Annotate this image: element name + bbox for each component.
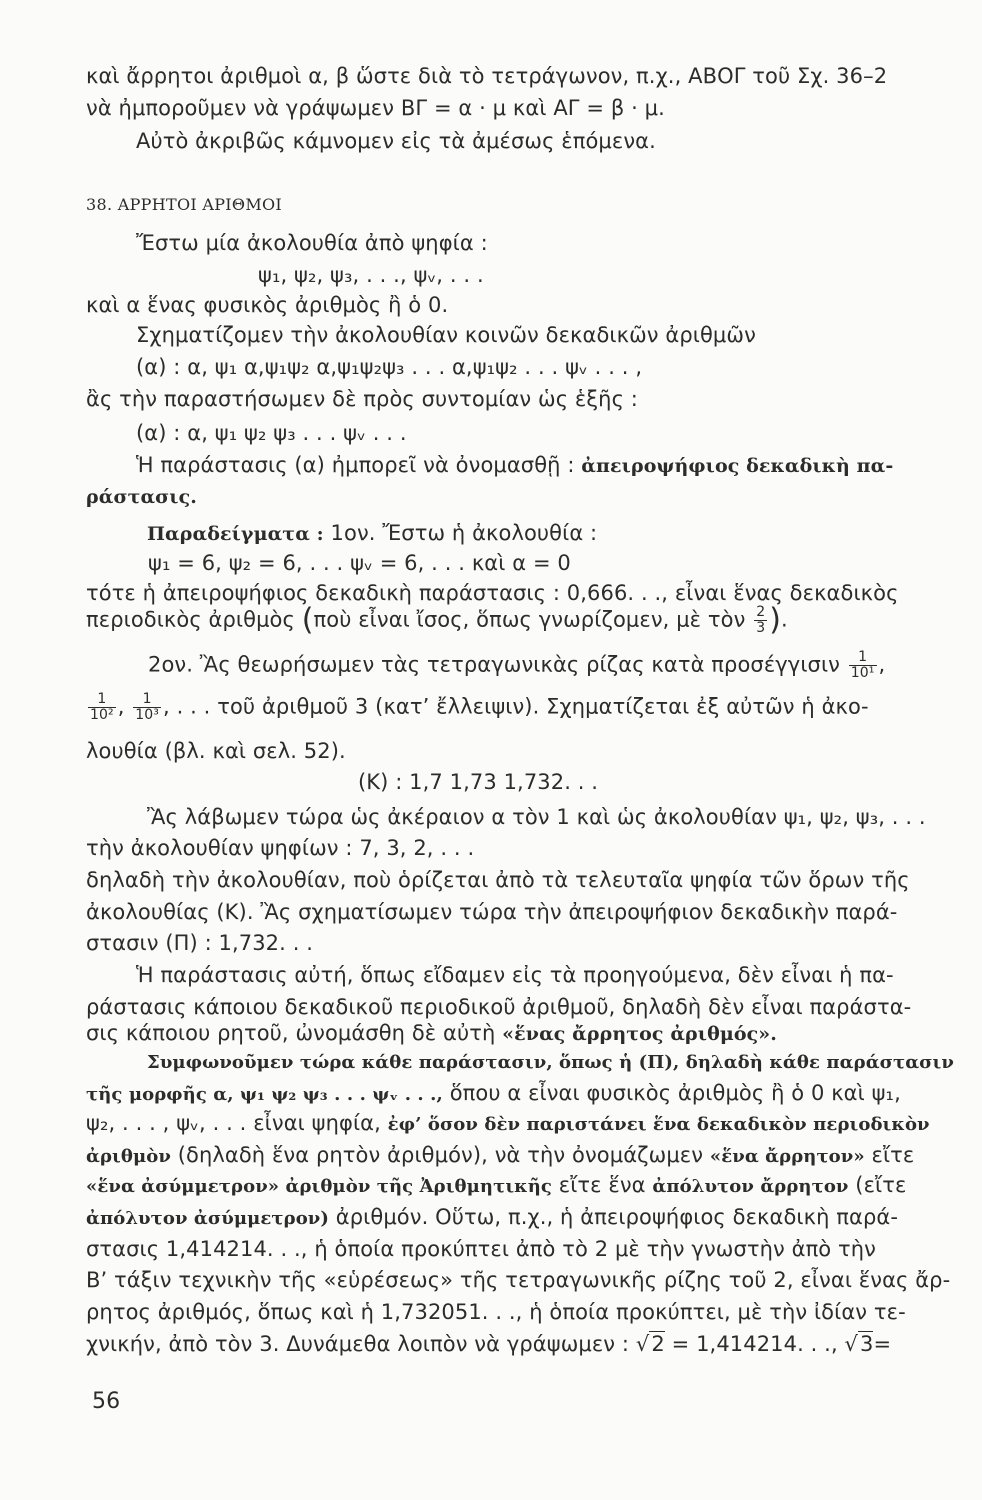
text-line: λουθία (βλ. καὶ σελ. 52).: [86, 739, 346, 763]
term-bold: ἀριθμὸν: [86, 1146, 171, 1167]
text-line: [86, 1109, 930, 1139]
math-line: (α) : α, ψ₁ α,ψ₁ψ₂ α,ψ₁ψ₂ψ₃ . . . α,ψ₁ψ₂ . . . ψᵥ . . . ,: [136, 355, 643, 379]
radicand: 2: [651, 1332, 665, 1356]
math-line: ψ₁, ψ₂, ψ₃, . . ., ψᵥ, . . .: [258, 263, 484, 287]
text-run: ψ₂, . . . , ψᵥ, . . . εἶναι ψηφία,: [86, 1111, 381, 1135]
fraction-denominator: 10²: [90, 707, 114, 723]
text-line: καὶ α ἕνας φυσικὸς ἀριθμὸς ἢ ὁ 0.: [86, 293, 449, 317]
text-line: ἂς τὴν παραστήσωμεν δὲ πρὸς συντομίαν ὡς ἑξῆς :: [86, 387, 638, 411]
paren-close: ): [769, 602, 782, 638]
text-run: περιοδικὸς ἀριθμὸς: [86, 607, 295, 632]
sqrt-two: √2: [635, 1332, 665, 1356]
fraction-numerator: 1: [849, 650, 877, 666]
text-line: [86, 1141, 914, 1171]
text-line: τὴν ἀκολουθίαν ψηφίων : 7, 3, 2, . . .: [86, 836, 475, 860]
page-number: 56: [92, 1389, 121, 1414]
term-bold: ἀπόλυτον ἄρρητον: [652, 1176, 849, 1197]
radicand: 3: [860, 1332, 874, 1356]
text-line: ἀκολουθίας (Κ). Ἂς σχηματίσωμεν τώρα τὴν ἀπειροψήφιον δεκαδικὴν παρά-: [86, 900, 898, 924]
text-line: τότε ἡ ἀπειροψήφιος δεκαδικὴ παράστασις : 0,666. . ., εἶναι ἕνας δεκαδικὸς: [86, 581, 899, 605]
term-bold: ἐφ’ ὅσον δὲν παριστάνει ἕνα δεκαδικὸν περιοδικὸν: [387, 1114, 930, 1135]
fraction-two-thirds: [754, 605, 767, 636]
text-run: ἀριθμόν. Οὕτω, π.χ., ἡ ἀπειροψήφιος δεκαδικὴ παρά-: [335, 1205, 898, 1229]
text-run: 1ον. Ἔστω ἡ ἀκολουθία :: [330, 521, 598, 545]
text-line: ρητος ἀριθμός, ὅπως καὶ ἡ 1,732051. . ., ἡ ὁποία προκύπτει, μὲ τὴν ἰδίαν τε-: [86, 1300, 906, 1324]
text-line: Ἡ παράστασις αὐτή, ὅπως εἴδαμεν εἰς τὰ προηγούμενα, δὲν εἶναι ἡ πα-: [136, 963, 894, 987]
math-line: ψ₁ = 6, ψ₂ = 6, . . . ψᵥ = 6, . . . καὶ α = 0: [148, 551, 571, 575]
term-bold: ἀπόλυτον ἀσύμμετρον): [86, 1208, 330, 1229]
section-heading: 38. ΑΡΡΗΤΟΙ ΑΡΙΘΜΟΙ: [86, 195, 283, 214]
text-line: στασιν (Π) : 1,732. . .: [86, 931, 314, 955]
fraction-numerator: 1: [133, 692, 161, 708]
text-run: εἴτε: [871, 1143, 915, 1167]
text-run: χνικήν, ἀπὸ τὸν 3. Δυνάμεθα λοιπὸν νὰ γράψωμεν :: [86, 1332, 630, 1356]
text-run: εἴτε ἕνα: [558, 1173, 646, 1197]
fraction-numerator: 2: [756, 604, 766, 620]
text-run: , . . . τοῦ ἀριθμοῦ 3 (κατ’ ἔλλειψιν). Σχηματίζεται ἐξ αὐτῶν ἡ ἀκο-: [163, 694, 869, 719]
text-line: [86, 1079, 901, 1109]
fraction-denominator: 10³: [135, 707, 160, 723]
text-line: 2ον. Ἂς θεωρήσωμεν τὰς τετραγωνικὰς ρίζας κατὰ προσέγγισιν $\frac{1}{\text{10¹}}$ ,: [148, 649, 886, 681]
text-run: = 1,414214. . .,: [671, 1332, 838, 1356]
text-line: [86, 1203, 898, 1233]
text-line: καὶ ἄρρητοι ἀριθμοὶ α, β ὥστε διὰ τὸ τετράγωνον, π.χ., ΑΒΟΓ τοῦ Σχ. 36–2: [86, 64, 888, 88]
text-run: σις κάποιου ρητοῦ, ὠνομάσθη δὲ αὐτὴ: [86, 1021, 496, 1045]
text-line: στασις 1,414214. . ., ἡ ὁποία προκύπτει ἀπὸ τὸ 2 μὲ τὴν γνωστὴν ἀπὸ τὴν: [86, 1237, 877, 1261]
text-line: [86, 1019, 777, 1048]
examples-label: Παραδείγματα :: [147, 523, 324, 545]
text-line: Ἂς λάβωμεν τώρα ὡς ἀκέραιον α τὸν 1 καὶ ὡς ἀκολουθίαν ψ₁, ψ₂, ψ₃, . . .: [147, 805, 926, 829]
text-run: =: [873, 1332, 892, 1356]
text-line: $\frac{1}{\text{10²}}$ , $\frac{1}{\text{10³}}$ , . . . τοῦ ἀριθμοῦ 3 (κατ’ ἔλλειψιν). Σχηματίζεται ἐξ αὐτῶν ἡ ἀκο-: [90, 691, 869, 723]
text-line: [136, 451, 893, 480]
text-line: Αὐτὸ ἀκριβῶς κάμνομεν εἰς τὰ ἀμέσως ἑπόμενα.: [136, 129, 656, 153]
fraction-one-hundredth: [88, 692, 116, 723]
fraction-one-thousandth: [133, 692, 161, 723]
text-line: Σχηματίζομεν τὴν ἀκολουθίαν κοινῶν δεκαδικῶν ἀριθμῶν: [136, 323, 756, 347]
text-line: δηλαδὴ τὴν ἀκολουθίαν, ποὺ ὁρίζεται ἀπὸ τὰ τελευταῖα ψηφία τῶν ὅρων τῆς: [86, 868, 910, 892]
term-bold: τῆς μορφῆς α, ψ₁ ψ₂ ψ₃ . . . ψᵥ . . .,: [86, 1084, 443, 1105]
term-bold: ράστασις.: [86, 486, 197, 508]
sqrt-three: √3: [844, 1332, 874, 1356]
text-line: περιοδικὸς ἀριθμὸς (ποὺ εἶναι ἴσος, ὅπως γνωρίζομεν, μὲ τὸν $\frac{2}{3}$ ).: [86, 602, 788, 638]
text-line: [147, 519, 597, 548]
text-line: Ἔστω μία ἀκολουθία ἀπὸ ψηφία :: [136, 231, 488, 255]
paren-open: (: [301, 602, 314, 638]
fraction-denominator: 3: [756, 620, 766, 636]
math-line: (Κ) : 1,7 1,73 1,732. . .: [358, 770, 599, 794]
text-line: νὰ ἠμποροῦμεν νὰ γράψωμεν ΒΓ = α · μ καὶ ΑΓ = β · μ.: [86, 96, 665, 120]
text-line: Β’ τάξιν τεχνικὴν τῆς «εὑρέσεως» τῆς τετραγωνικῆς ρίζης τοῦ 2, εἶναι ἕνας ἄρ-: [86, 1268, 951, 1292]
text-line: ράστασις κάποιου δεκαδικοῦ περιοδικοῦ ἀριθμοῦ, δηλαδὴ δὲν εἶναι παράστα-: [86, 995, 912, 1019]
text-line: [86, 1171, 906, 1201]
term-bold: «ἕνα ἄρρητον»: [709, 1146, 865, 1167]
fraction-numerator: 1: [88, 692, 116, 708]
text-run: 2ον. Ἂς θεωρήσωμεν τὰς τετραγωνικὰς ρίζας κατὰ προσέγγισιν: [148, 652, 840, 677]
term-bold: ἀπειροψήφιος δεκαδικὴ πα-: [581, 455, 894, 477]
math-line: (α) : α, ψ₁ ψ₂ ψ₃ . . . ψᵥ . . .: [136, 421, 407, 445]
text-line: [86, 1330, 891, 1358]
text-run: ποὺ εἶναι ἴσος, ὅπως γνωρίζομεν, μὲ τὸν: [313, 607, 746, 632]
text-run: (δηλαδὴ ἕνα ρητὸν ἀριθμόν), νὰ τὴν ὀνομάζωμεν: [177, 1143, 704, 1167]
term-bold: «ἕνα ἀσύμμετρον» ἀριθμὸν τῆς Ἀριθμητικῆς: [86, 1176, 552, 1197]
text-run: Ἡ παράστασις (α) ἠμπορεῖ νὰ ὀνομασθῇ :: [136, 453, 575, 477]
fraction-denominator: 10¹: [850, 665, 875, 681]
text-line-bold: Συμφωνοῦμεν τώρα κάθε παράστασιν, ὅπως ἡ (Π), δηλαδὴ κάθε παράστασιν: [147, 1052, 954, 1073]
text-run: ὅπου α εἶναι φυσικὸς ἀριθμὸς ἢ ὁ 0 καὶ ψ₁,: [449, 1081, 901, 1105]
term-bold: «ἕνας ἄρρητος ἀριθμός».: [502, 1023, 777, 1045]
text-run: (εἴτε: [855, 1173, 907, 1197]
fraction-one-tenth: [849, 650, 877, 681]
